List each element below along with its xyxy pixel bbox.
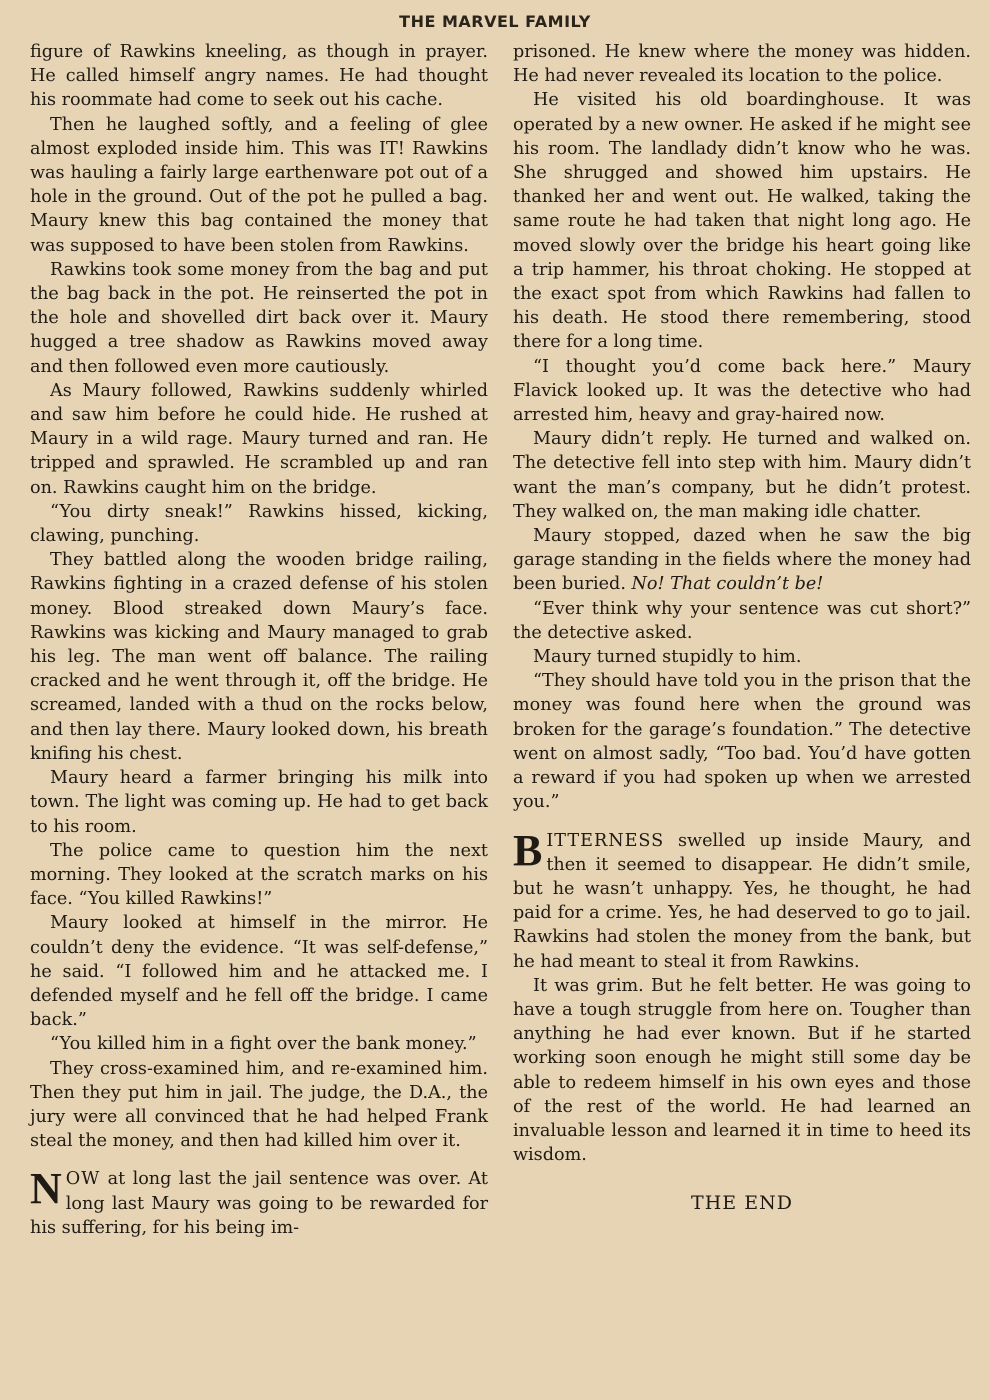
left-column — [30, 40, 488, 1240]
paragraph: “You killed him in a fight over the bank money.” — [50, 1034, 477, 1055]
paragraph: The police came to question him the next morning. They looked at the scratch marks on his face. “You killed Rawkins!” — [30, 840, 488, 910]
drop-cap: N — [30, 1164, 62, 1214]
section-start-paragraph — [30, 1164, 488, 1240]
paragraph: Rawkins took some money from the bag and put the bag back in the pot. He reinserted the pot in the hole and shovelled dirt back over it. Maury hugged a tree shadow as Rawkins moved away and then followed even more cautiously. — [30, 259, 488, 377]
section-text: at long last the jail sentence was over. At long last Maury was going to be rewarded for his suffering, for his being im- — [30, 1169, 488, 1238]
paragraph: He visited his old boardinghouse. It was operated by a new owner. He asked if he might see his room. The landlady didn’t know who he was. She shrugged and showed him upstairs. He thanked her and went out. He walked, taking the same route he had taken that night long ago. He moved slowly over the bridge his heart going like a trip hammer, his throat choking. He stopped at the exact spot from which Rawkins had fallen to his death. He stood there remembering, stood there for a long time. — [513, 90, 971, 353]
paragraph: Maury looked at himself in the mirror. He couldn’t deny the evidence. “It was self-defense,” he said. “I followed him and he attacked me. I defended myself and he fell off the bridge. I came back.” — [30, 913, 488, 1031]
section-start-paragraph — [513, 825, 972, 974]
paragraph: Then he laughed softly, and a feeling of glee almost exploded inside him. This was IT! Rawkins was hauling a fairly large earthenware pot out of a hole in the ground. Out of the pot he pulled a bag. Maury knew this bag contained the money that was supposed to have been stolen from Rawkins. — [30, 114, 488, 256]
drop-cap: B — [513, 825, 543, 875]
lead-caps: ITTERNESS — [546, 830, 665, 851]
lead-caps: OW — [65, 1169, 101, 1190]
section-text: swelled up inside Maury, and then it seemed to disappear. He didn’t smile, but he wasn’t unhappy. Yes, he thought, he had paid for a crime. Yes, he had deserved to go to jail. Rawkins had stolen the money from the bank, but he had meant to steal it from Rawkins. — [513, 830, 972, 972]
paragraph: figure of Rawkins kneeling, as though in prayer. He called himself angry names. He had thought his roommate had come to seek out his cache. — [30, 42, 488, 111]
paragraph: It was grim. But he felt better. He was going to have a tough struggle from here on. Tougher than anything he had ever known. But if he started working soon enough he might still some day be able to redeem himself in his own eyes and those of the rest of the world. He had learned an invaluable lesson and learned it in time to heed its wisdom. — [513, 975, 971, 1166]
paragraph: “You dirty sneak!” Rawkins hissed, kicking, clawing, punching. — [30, 501, 488, 547]
paragraph: They cross-examined him, and re-examined him. Then they put him in jail. The judge, the D.A., the jury were all convinced that he had helped Frank steal the money, and then had killed him over it. — [30, 1058, 488, 1152]
paragraph: As Maury followed, Rawkins suddenly whirled and saw him before he could hide. He rushed at Maury in a wild rage. Maury turned and ran. He tripped and sprawled. He scrambled up and ran on. Rawkins caught him on the bridge. — [30, 380, 488, 498]
paragraph: They battled along the wooden bridge railing, Rawkins fighting in a crazed defense of his stolen money. Blood streaked down Maury’s face. Rawkins was kicking and Maury managed to grab his leg. The man went off balance. The railing cracked and he went through it, off the bridge. He screamed, landed with a thud on the rocks below, and then lay there. Maury looked down, his breath knifing his chest. — [30, 550, 488, 764]
emphasis-text: No! That couldn’t be! — [631, 574, 824, 595]
paragraph: Maury turned stupidly to him. — [533, 647, 802, 668]
paragraph: prisoned. He knew where the money was hidden. He had never revealed its location to the police. — [513, 42, 971, 87]
paragraph-text: Maury stopped, dazed when he saw the big garage standing in the fields where the money had been buried. — [513, 526, 971, 595]
paragraph — [513, 524, 971, 597]
paragraph: Maury didn’t reply. He turned and walked on. The detective fell into step with him. Maury didn’t want the man’s company, but he didn’t protest. They walked on, the man making idle chatter. — [513, 429, 971, 522]
page-header: THE MARVEL FAMILY — [399, 12, 591, 31]
paragraph: “I thought you’d come back here.” Maury Flavick looked up. It was the detective who had arrested him, heavy and gray-haired now. — [513, 356, 971, 426]
right-column — [513, 40, 971, 1216]
paragraph: “Ever think why your sentence was cut short?” the detective asked. — [513, 598, 971, 643]
paragraph: Maury heard a farmer bringing his milk into town. The light was coming up. He had to get back to his room. — [30, 768, 488, 837]
paragraph: “They should have told you in the prison that the money was found here when the ground was broken for the garage’s foundation.” The detective went on almost sadly, “Too bad. You’d have gotten a reward if you had spoken up when we arrested you.” — [513, 671, 971, 813]
the-end-label: THE END — [691, 1192, 793, 1215]
